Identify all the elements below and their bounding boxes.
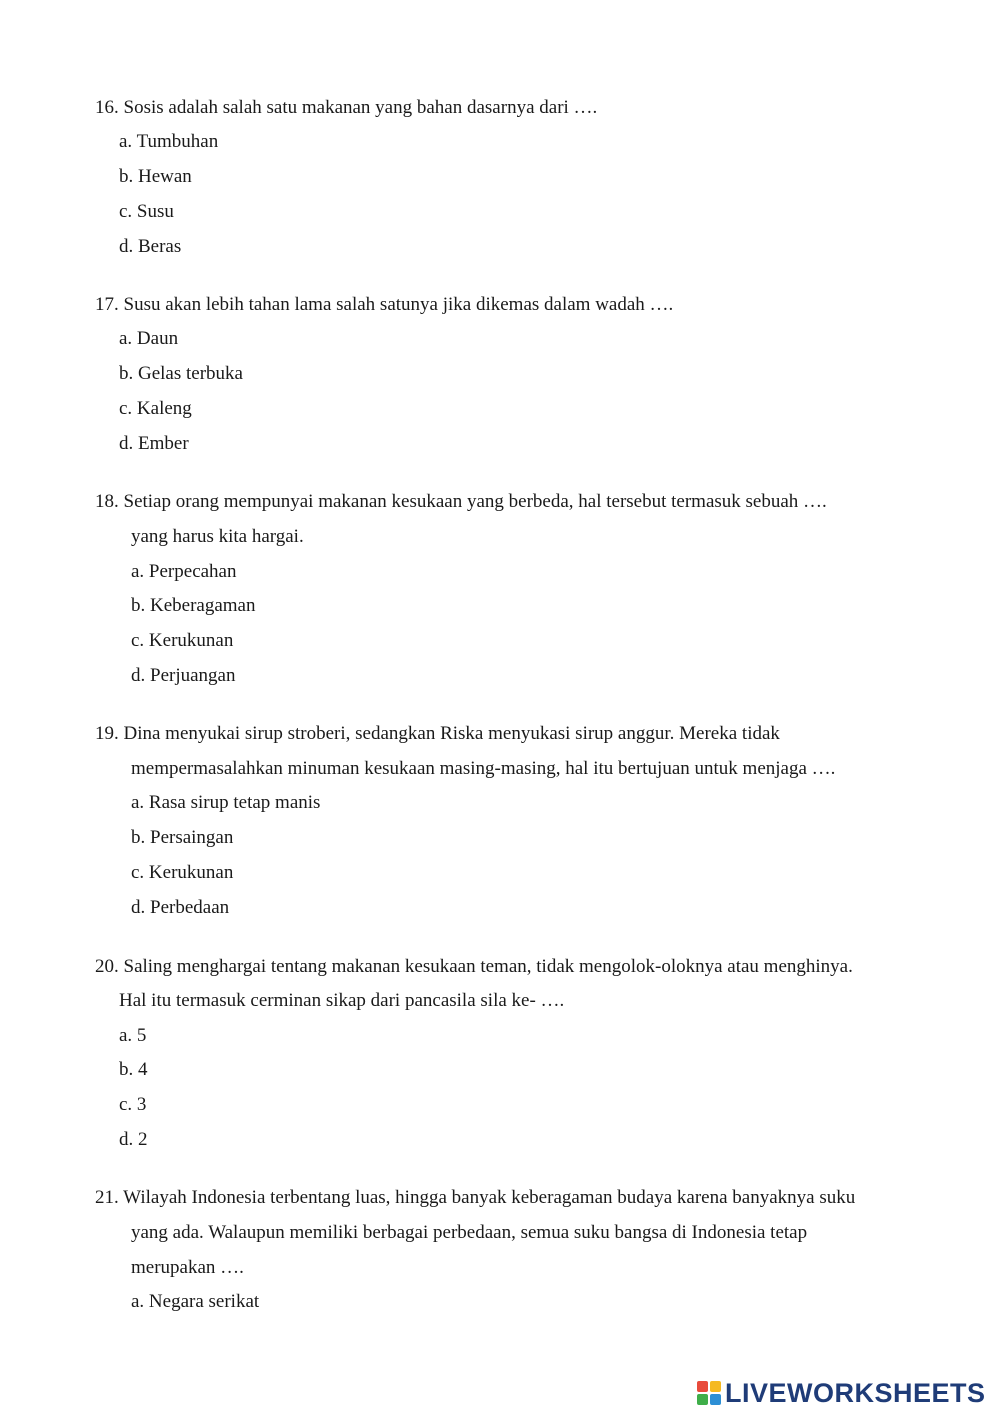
question-text: Saling menghargai tentang makanan kesukaan teman, tidak mengolok-oloknya atau menghinya.	[123, 956, 853, 977]
question-21-continuation: yang ada. Walaupun memiliki berbagai perbedaan, semua suku bangsa di Indonesia tetap	[131, 1222, 808, 1243]
option-19c: c. Kerukunan	[131, 862, 234, 883]
option-17a: a. Daun	[119, 328, 179, 349]
option-16d: d. Beras	[119, 236, 182, 257]
question-21	[95, 1186, 855, 1210]
option-17b: b. Gelas terbuka	[119, 363, 243, 384]
option-21a: a. Negara serikat	[131, 1291, 260, 1312]
question-number: 18.	[95, 491, 119, 512]
question-number: 20.	[95, 956, 119, 977]
option-20c: c. 3	[119, 1094, 147, 1115]
question-number: 21.	[95, 1187, 119, 1208]
option-16c: c. Susu	[119, 201, 174, 222]
option-19d: d. Perbedaan	[131, 897, 230, 918]
option-17d: d. Ember	[119, 433, 189, 454]
question-19	[95, 722, 780, 746]
question-number: 17.	[95, 294, 119, 315]
question-number: 16.	[95, 97, 119, 118]
question-18-continuation: yang harus kita hargai.	[131, 526, 304, 547]
question-20	[95, 955, 853, 979]
option-20b: b. 4	[119, 1059, 148, 1080]
question-19-continuation: mempermasalahkan minuman kesukaan masing-masing, hal itu bertujuan untuk menjaga ….	[131, 758, 836, 779]
question-18	[95, 490, 827, 514]
question-21-continuation: merupakan ….	[131, 1257, 244, 1278]
option-20d: d. 2	[119, 1129, 148, 1150]
question-16	[95, 96, 597, 120]
option-18d: d. Perjuangan	[131, 665, 236, 686]
option-16a: a. Tumbuhan	[119, 131, 219, 152]
liveworksheets-logo-icon	[697, 1381, 721, 1405]
option-19b: b. Persaingan	[131, 827, 234, 848]
question-text: Dina menyukai sirup stroberi, sedangkan Riska menyukasi sirup anggur. Mereka tidak	[123, 723, 780, 744]
logo-text: LIVEWORKSHEETS	[725, 1377, 986, 1408]
option-18a: a. Perpecahan	[131, 561, 237, 582]
option-17c: c. Kaleng	[119, 398, 192, 419]
option-19a: a. Rasa sirup tetap manis	[131, 792, 321, 813]
option-18b: b. Keberagaman	[131, 595, 256, 616]
question-text: Susu akan lebih tahan lama salah satunya jika dikemas dalam wadah ….	[123, 294, 674, 315]
question-text: Setiap orang mempunyai makanan kesukaan yang berbeda, hal tersebut termasuk sebuah ….	[123, 491, 827, 512]
question-20-continuation: Hal itu termasuk cerminan sikap dari pancasila sila ke- ….	[119, 990, 565, 1011]
question-text: Wilayah Indonesia terbentang luas, hingga banyak keberagaman budaya karena banyaknya suku	[123, 1187, 856, 1208]
liveworksheets-logo	[697, 1378, 986, 1408]
question-number: 19.	[95, 723, 119, 744]
question-text: Sosis adalah salah satu makanan yang bahan dasarnya dari ….	[123, 97, 598, 118]
option-20a: a. 5	[119, 1025, 147, 1046]
question-17	[95, 293, 673, 317]
option-18c: c. Kerukunan	[131, 630, 234, 651]
option-16b: b. Hewan	[119, 166, 192, 187]
